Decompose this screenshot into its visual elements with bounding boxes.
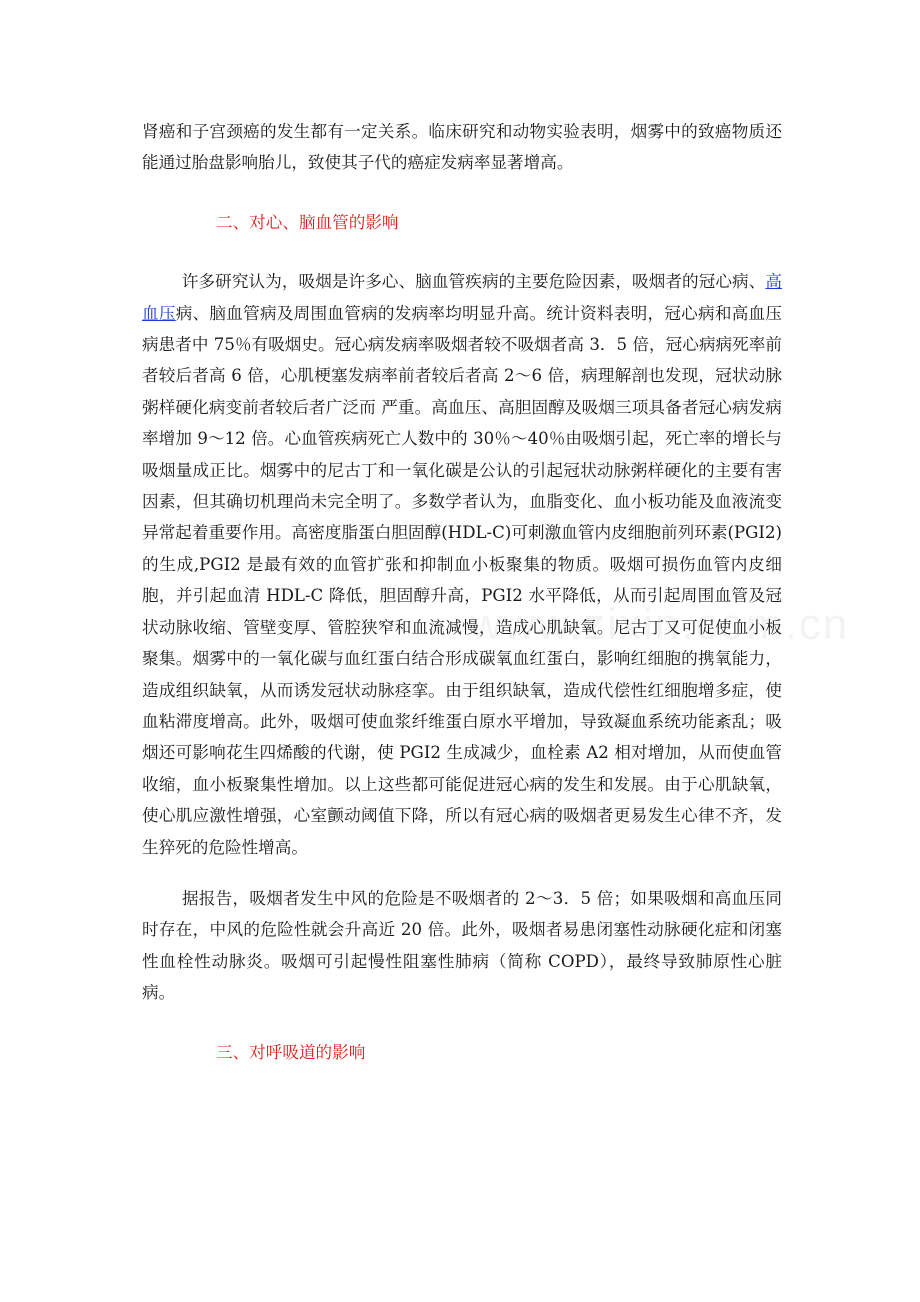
document-body [142, 116, 782, 1068]
section-heading-3: 三、对呼吸道的影响 [216, 1042, 366, 1062]
paragraph-3: 据报告，吸烟者发生中风的危险是不吸烟者的 2～3．5 倍；如果吸烟和高血压同时存在，中风的危险性就会升高近 20 倍。此外，吸烟者易患闭塞性动脉硬化症和闭塞性血栓性动脉炎。吸烟可引起慢性阻塞性肺病（简称 COPD），最终导致肺原性心脏病。 [142, 888, 782, 1003]
paragraph-2 [142, 266, 782, 863]
hypertension-link[interactable]: 高血压 [142, 272, 782, 323]
paragraph-2-text-after-link: 病、脑血管病及周围血管病的发病率均明显升高。统计资料表明，冠心病和高血压病患者中 75％有吸烟史。冠心病发病率吸烟者较不吸烟者高 3．5 倍，冠心病病死率前者较后者高 6 倍，心肌梗塞发病率前者较后者高 2～6 倍，病理解剖也发现，冠状动脉粥样硬化病变前者较后者广泛而 严重。高血压、高胆固醇及吸烟三项具备者冠心病发病率增加 9～12 倍。心血管疾病死亡人数中的 30％～40％由吸烟引起，死亡率的增长与吸烟量成正比。烟雾中的尼古丁和一氧化碳是公认的引起冠状动脉粥样硬化的主要有害因素，但其确切机理尚未完全明了。多数学者认为，血脂变化、血小板功能及血液流变异常起着重要作用。高密度脂蛋白胆固醇(HDL-C)可刺激血管内皮细胞前列环素(PGI2)的生成,PGI2 是最有效的血管扩张和抑制血小板聚集的物质。吸烟可损伤血管内皮细胞，并引起血清 HDL-C 降低，胆固醇升高，PGI2 水平降低，从而引起周围血管及冠状动脉收缩、管壁变厚、管腔狭窄和血流减慢，造成心肌缺氧。尼古丁又可促使血小板聚集。烟雾中的一氧化碳与血红蛋白结合形成碳氧血红蛋白，影响红细胞的携氧能力，造成组织缺氧，从而诱发冠状动脉痉挛。由于组织缺氧，造成代偿性红细胞增多症，使血粘滞度增高。此外，吸烟可使血浆纤维蛋白原水平增加，导致凝血系统功能紊乱；吸烟还可影响花生四烯酸的代谢，使 PGI2 生成减少，血栓素 A2 相对增加，从而使血管收缩，血小板聚集性增加。以上这些都可能促进冠心病的发生和发展。由于心肌缺氧，使心肌应激性增强，心室颤动阈值下降，所以有冠心病的吸烟者更易发生心律不齐，发生猝死的危险性增高。 [142, 303, 783, 857]
paragraph-2-text-before-link: 许多研究认为，吸烟是许多心、脑血管疾病的主要危险因素，吸烟者的冠心病、 [181, 272, 766, 292]
paragraph-1: 肾癌和子宫颈癌的发生都有一定关系。临床研究和动物实验表明，烟雾中的致癌物质还能通过胎盘影响胎儿，致使其子代的癌症发病率显著增高。 [142, 122, 782, 173]
section-heading-2: 二、对心、脑血管的影响 [216, 212, 399, 232]
